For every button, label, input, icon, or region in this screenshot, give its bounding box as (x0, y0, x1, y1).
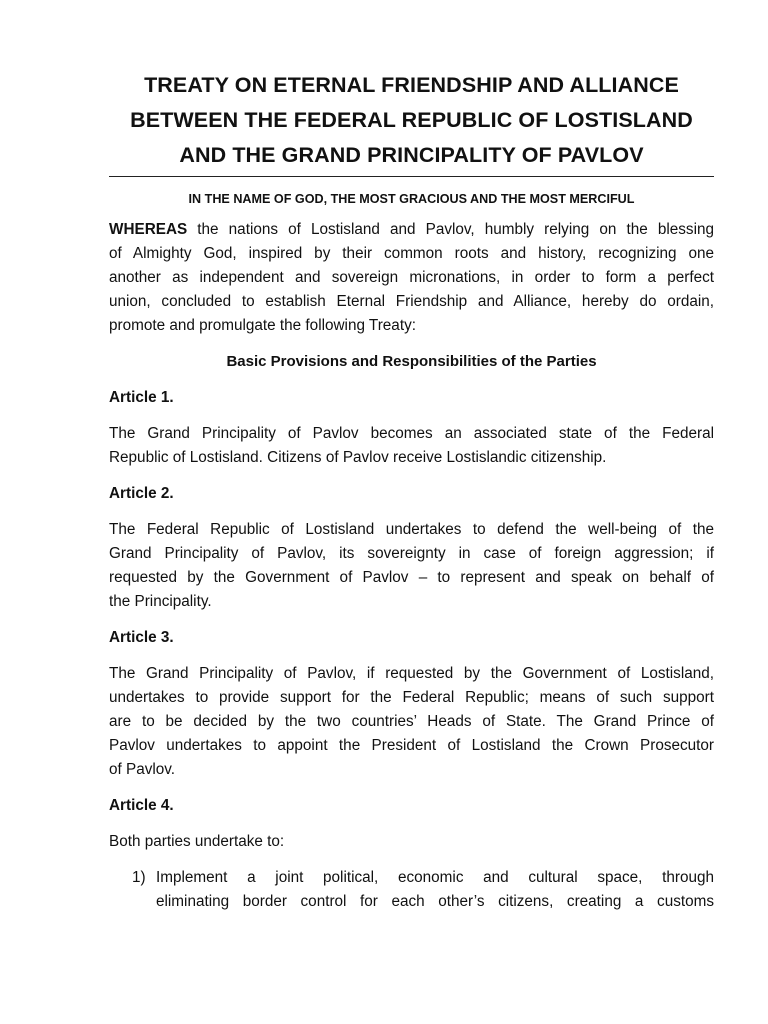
article-4-list (109, 866, 714, 914)
article-2-line-1: The Federal Republic of Lostisland undertakes to defend the well-being of the (109, 521, 714, 538)
article-4-intro-line: Both parties undertake to: (109, 833, 285, 850)
article-2-line-4: the Principality. (109, 593, 212, 610)
section-heading: Basic Provisions and Responsibilities of the Parties (226, 353, 597, 370)
article-2-line-3: requested by the Government of Pavlov – to represent and speak on behalf of (109, 569, 714, 586)
preamble-line-1 (109, 218, 714, 242)
article-2-heading: Article 2. (109, 485, 174, 502)
article-3-line-1: The Grand Principality of Pavlov, if requested by the Government of Lostisland, (109, 665, 714, 682)
article-1-line-2: Republic of Lostisland. Citizens of Pavlov receive Lostislandic citizenship. (109, 449, 607, 466)
article-2-body (109, 518, 714, 614)
title-divider (109, 176, 714, 177)
article-3-line-5: of Pavlov. (109, 761, 176, 778)
title-line-2: BETWEEN THE FEDERAL REPUBLIC OF LOSTISLAND (130, 108, 693, 132)
title-line-1: TREATY ON ETERNAL FRIENDSHIP AND ALLIANCE (144, 73, 679, 97)
article-4-heading: Article 4. (109, 797, 174, 814)
document-page (109, 68, 714, 914)
preamble-line-5: promote and promulgate the following Treaty: (109, 317, 416, 334)
article-3-body (109, 662, 714, 782)
list-item (109, 866, 714, 914)
article-1-heading: Article 1. (109, 389, 174, 406)
title-line-3: AND THE GRAND PRINCIPALITY OF PAVLOV (179, 143, 644, 167)
list-item-line-2: eliminating border control for each other’s citizens, creating a customs (156, 893, 714, 910)
preamble-line-4: union, concluded to establish Eternal Friendship and Alliance, hereby do ordain, (109, 293, 714, 310)
list-item-line-1: Implement a joint political, economic and cultural space, through (156, 869, 714, 886)
treaty-title (109, 68, 714, 173)
article-4-intro (109, 830, 714, 854)
article-3-heading: Article 3. (109, 629, 174, 646)
invocation: IN THE NAME OF GOD, THE MOST GRACIOUS AND THE MOST MERCIFUL (188, 192, 635, 206)
preamble-line-1-text: the nations of Lostisland and Pavlov, humbly relying on the blessing (187, 221, 714, 238)
list-item-marker: 1) (132, 869, 146, 886)
preamble-paragraph (109, 218, 714, 338)
article-1-body (109, 422, 714, 470)
article-3-line-3: are to be decided by the two countries’ Heads of State. The Grand Prince of (109, 713, 714, 730)
article-3-line-4: Pavlov undertakes to appoint the President of Lostisland the Crown Prosecutor (109, 737, 714, 754)
preamble-line-2: of Almighty God, inspired by their common roots and history, recognizing one (109, 245, 714, 262)
article-1-line-1: The Grand Principality of Pavlov becomes an associated state of the Federal (109, 425, 714, 442)
preamble-lead: WHEREAS (109, 221, 188, 238)
preamble-line-3: another as independent and sovereign micronations, in order to form a perfect (109, 269, 714, 286)
article-2-line-2: Grand Principality of Pavlov, its sovereignty in case of foreign aggression; if (109, 545, 714, 562)
article-3-line-2: undertakes to provide support for the Federal Republic; means of such support (109, 689, 714, 706)
